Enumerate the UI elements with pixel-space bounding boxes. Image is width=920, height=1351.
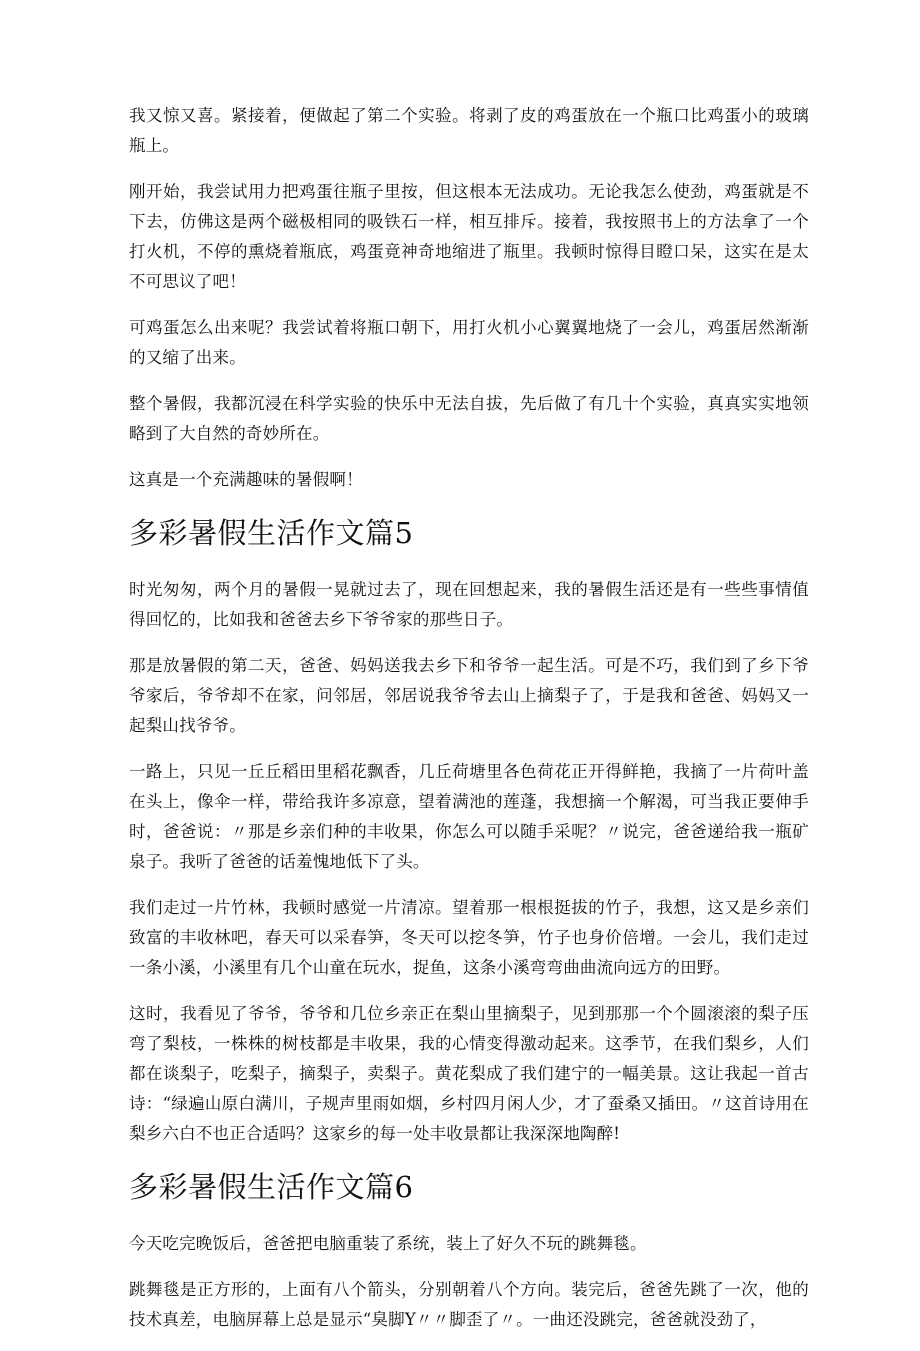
paragraph: 整个暑假，我都沉浸在科学实验的快乐中无法自拔，先后做了有几十个实验，真真实实地领略到了大自然的奇妙所在。 [129, 394, 809, 443]
paragraph: 那是放暑假的第二天，爸爸、妈妈送我去乡下和爷爷一起生活。可是不巧，我们到了乡下爷爷家后，爷爷却不在家，问邻居，邻居说我爷爷去山上摘梨子了，于是我和爸爸、妈妈又一起梨山找爷爷。 [129, 656, 809, 735]
paragraph: 刚开始，我尝试用力把鸡蛋往瓶子里按，但这根本无法成功。无论我怎么使劲，鸡蛋就是不下去，仿佛这是两个磁极相同的吸铁石一样，相互排斥。接着，我按照书上的方法拿了一个打火机，不停的熏烧着瓶底，鸡蛋竟神奇地缩进了瓶里。我顿时惊得目瞪口呆，这实在是太不可思议了吧！ [129, 182, 809, 291]
paragraph: 跳舞毯是正方形的，上面有八个箭头，分别朝着八个方向。装完后，爸爸先跳了一次，他的技术真差，电脑屏幕上总是显示“臭脚Y〃〃脚歪了〃。一曲还没跳完，爸爸就没劲了， [129, 1280, 809, 1329]
paragraph: 一路上，只见一丘丘稻田里稻花飘香，几丘荷塘里各色荷花正开得鲜艳，我摘了一片荷叶盖在头上，像伞一样，带给我许多凉意，望着满池的莲蓬，我想摘一个解渴，可当我正要伸手时，爸爸说：〃那是乡亲们种的丰收果，你怎么可以随手采呢？〃说完，爸爸递给我一瓶矿泉子。我听了爸爸的话羞愧地低下了头。 [129, 762, 809, 871]
paragraph: 这真是一个充满趣味的暑假啊！ [129, 470, 363, 489]
paragraph: 今天吃完晚饭后，爸爸把电脑重装了系统，装上了好久不玩的跳舞毯。 [129, 1234, 647, 1253]
section-heading: 多彩暑假生活作文篇6 [129, 1170, 414, 1204]
paragraph: 这时，我看见了爷爷，爷爷和几位乡亲正在梨山里摘梨子，见到那那一个个圆滚滚的梨子压弯了梨枝，一株株的树枝都是丰收果，我的心情变得激动起来。这季节，在我们梨乡，人们都在谈梨子，吃梨子，摘梨子，卖梨子。黄花梨成了我们建宁的一幅美景。这让我起一首古诗：“绿遍山原白满川，子规声里雨如烟，乡村四月闲人少，才了蚕桑又插田。〃这首诗用在梨乡六白不也正合适吗？这家乡的每一处丰收景都让我深深地陶醉! [129, 1004, 809, 1143]
paragraph: 我又惊又喜。紧接着，便做起了第二个实验。将剥了皮的鸡蛋放在一个瓶口比鸡蛋小的玻璃瓶上。 [129, 106, 809, 155]
paragraph: 可鸡蛋怎么出来呢？我尝试着将瓶口朝下，用打火机小心翼翼地烧了一会儿，鸡蛋居然渐渐的又缩了出来。 [129, 318, 809, 367]
document-page [129, 101, 809, 1351]
paragraph: 我们走过一片竹林，我顿时感觉一片清凉。望着那一根根挺拔的竹子，我想，这又是乡亲们致富的丰收林吧，春天可以采春笋，冬天可以挖冬笋，竹子也身价倍增。一会儿，我们走过一条小溪，小溪里有几个山童在玩水，捉鱼，这条小溪弯弯曲曲流向远方的田野。 [129, 898, 809, 977]
paragraph: 时光匆匆，两个月的暑假一晃就过去了，现在回想起来，我的暑假生活还是有一些些事情值得回忆的，比如我和爸爸去乡下爷爷家的那些日子。 [129, 580, 809, 629]
section-heading: 多彩暑假生活作文篇5 [129, 516, 414, 550]
